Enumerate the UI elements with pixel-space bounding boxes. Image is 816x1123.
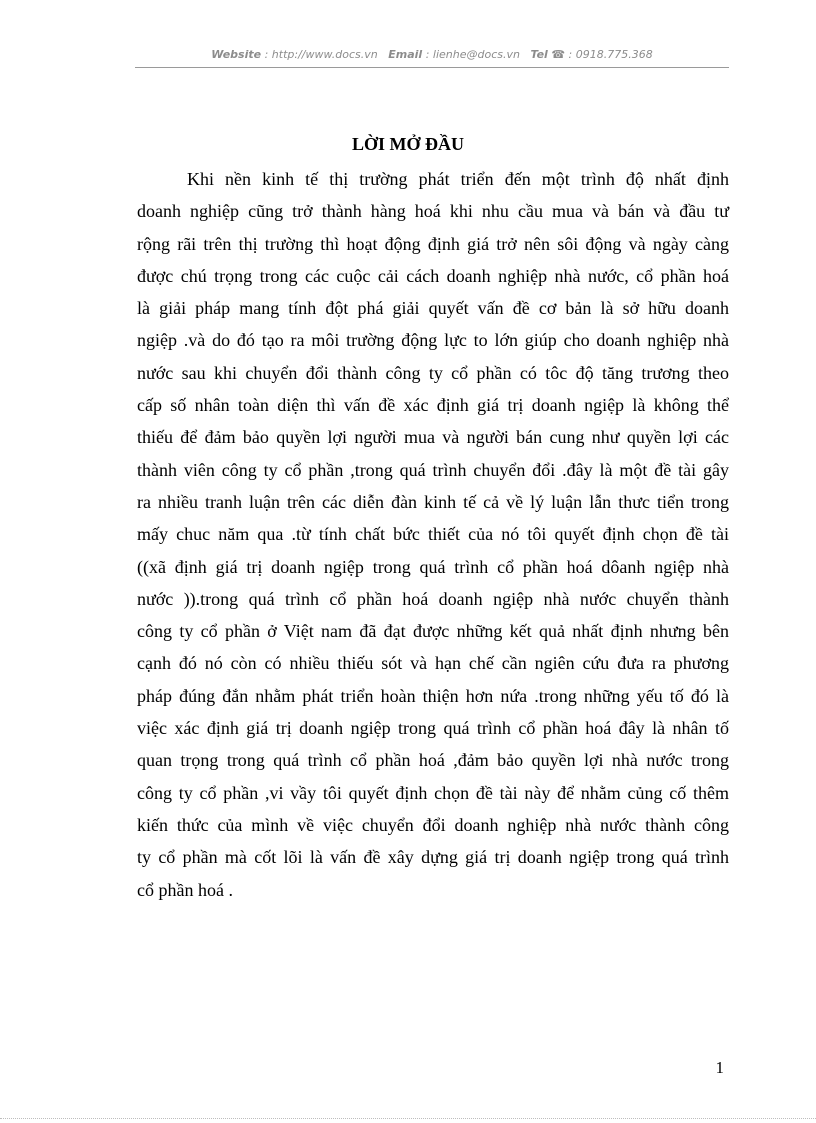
tel-number: : 0918.775.368 — [568, 48, 653, 61]
paragraph-line: Khi nền kinh tế thị trường phát triển đến một trình độ nhất định — [187, 169, 729, 189]
paragraph-line: cấp số nhân toàn diện thì vấn đề xác định giá trị doanh ngiệp là không thể — [137, 395, 729, 416]
email-label: Email — [388, 48, 423, 61]
email-address[interactable]: : lienhe@docs.vn — [425, 48, 520, 61]
footer-divider — [0, 1118, 816, 1119]
paragraph-line: công ty cổ phần ,vi vầy tôi quyết định chọn đề tài này để nhằm củng cố thêm — [137, 782, 729, 803]
paragraph-line: nước sau khi chuyển đổi thành công ty cổ phần có tôc độ tăng trương theo — [137, 362, 729, 383]
paragraph-line: pháp đúng đắn nhằm phát triển hoàn thiện hơn nứa .trong những yếu tố đó là — [137, 685, 729, 706]
paragraph-line: cạnh đó nó còn có nhiều thiếu sót và hạn chế cần ngiên cứu đưa ra phương — [137, 653, 729, 674]
page-header — [135, 48, 729, 66]
paragraph-line: được chú trọng trong các cuộc cải cách doanh nghiệp nhà nước, cổ phần hoá — [137, 265, 729, 286]
paragraph-line: thiếu để đảm bảo quyền lợi người mua và người bán cung như quyền lợi các — [137, 427, 729, 448]
intro-paragraph — [137, 163, 729, 906]
paragraph-line: ra nhiều tranh luận trên các diễn đàn kinh tế cả về lý luận lẫn thưc tiển trong — [137, 491, 729, 512]
paragraph-line: ngiệp .và do đó tạo ra môi trường động lực to lớn giúp cho doanh nghiệp nhà — [137, 330, 729, 351]
phone-icon: ☎ — [551, 48, 566, 61]
paragraph-line: cổ phần hoá . — [137, 879, 233, 900]
paragraph-line: việc xác định giá trị doanh ngiệp trong quá trình cổ phần hoá đây là nhân tố — [137, 718, 729, 739]
paragraph-line: mấy chuc năm qua .từ tính chất bức thiết của nó tôi quyết định chọn đề tài — [137, 524, 729, 545]
paragraph-line: ty cổ phần mà cốt lõi là vấn đề xây dựng giá trị doanh ngiệp trong quá trình — [137, 847, 729, 868]
website-url[interactable]: : http://www.docs.vn — [264, 48, 378, 61]
page-number: 1 — [715, 1058, 724, 1077]
paragraph-line: nước )).trong quá trình cổ phần hoá doanh ngiệp nhà nước chuyển thành — [137, 588, 729, 609]
paragraph-line: thành viên công ty cổ phần ,trong quá trình chuyển đổi .đây là một đề tài gây — [137, 459, 729, 480]
paragraph-line: ((xã định giá trị doanh ngiệp trong quá trình cổ phần hoá dôanh ngiệp nhà — [137, 556, 729, 577]
paragraph-line: doanh nghiệp cũng trở thành hàng hoá khi nhu cầu mua và bán và đầu tư — [137, 201, 729, 222]
paragraph-line: rộng rãi trên thị trường thì hoạt động định giá trở nên sôi động và ngày càng — [137, 233, 729, 254]
header-divider — [135, 67, 729, 68]
tel-label: Tel — [530, 48, 548, 61]
paragraph-line: kiến thức của mình về việc chuyển đổi doanh nghiệp nhà nước thành công — [137, 814, 729, 835]
paragraph-line: quan trọng trong quá trình cổ phần hoá ,đảm bảo quyền lợi nhà nước trong — [137, 750, 729, 771]
paragraph-line: công ty cổ phần ở Việt nam đã đạt được những kết quả nhất định nhưng bên — [137, 621, 729, 642]
paragraph-line: là giải pháp mang tính đột phá giải quyết vấn đề cơ bản là sở hữu doanh — [137, 298, 729, 319]
website-label: Website — [211, 48, 262, 61]
page-title: LỜI MỞ ĐẦU — [352, 134, 464, 154]
